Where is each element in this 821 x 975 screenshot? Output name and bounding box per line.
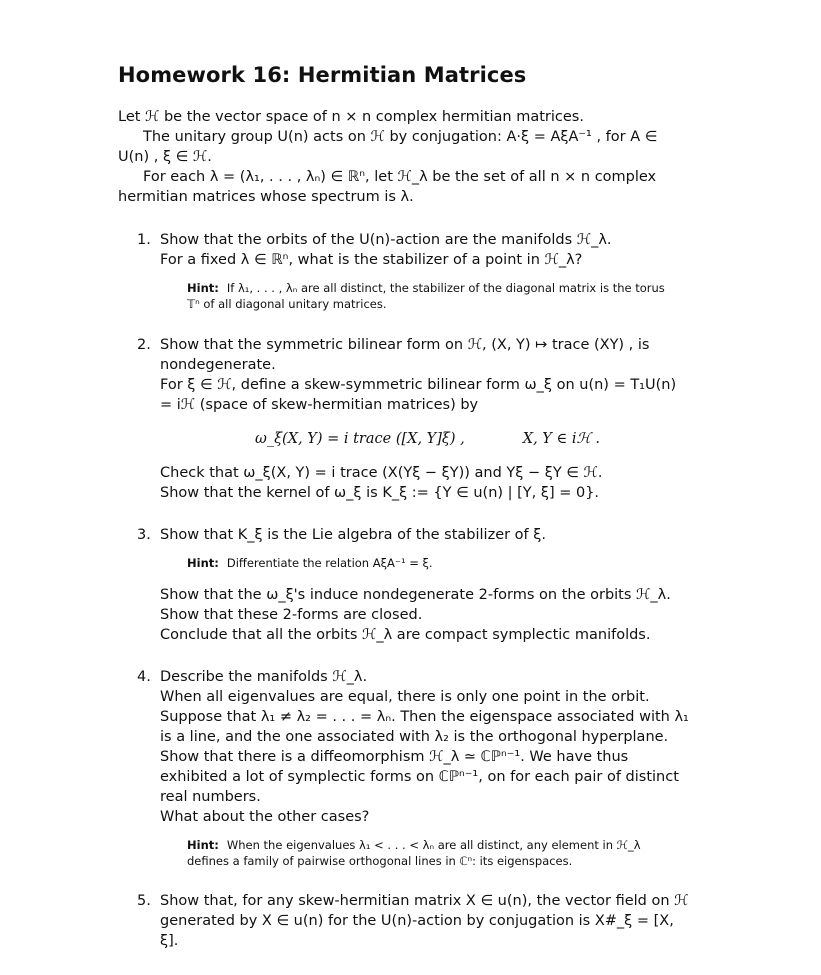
exercise-4 (137, 667, 692, 869)
exercise-number: 1. (137, 232, 151, 248)
exercise-3 (137, 525, 692, 645)
hint-box (187, 280, 672, 312)
exercise-number: 5. (137, 893, 151, 909)
exercise-line: Show that, for any skew-hermitian matrix X ∈ u(n), the vector field on ℋ generated by X ∈ u(n) for the U(n)-action by conjugation is X#_ξ = [X, ξ]. (160, 893, 689, 949)
hint-text: When the eigenvalues λ₁ < . . . < λₙ are all distinct, any element in ℋ_λ defines a family of pairwise orthogonal lines in ℂⁿ: its eigenspaces. (187, 838, 641, 868)
hint-text: Differentiate the relation AξA⁻¹ = ξ. (226, 556, 433, 570)
exercise-number: 3. (137, 527, 151, 543)
intro-paragraph-2: The unitary group U(n) acts on ℋ by conjugation: A·ξ = AξA⁻¹ , for A ∈ U(n) , ξ ∈ ℋ. (118, 129, 658, 165)
exercise-line: Show that the ω_ξ's induce nondegenerate 2-forms on the orbits ℋ_λ. (160, 587, 671, 603)
exercise-line: Describe the manifolds ℋ_λ. (160, 669, 368, 685)
exercise-1 (137, 230, 692, 312)
intro-section (118, 107, 690, 207)
exercise-number: 2. (137, 337, 151, 353)
exercise-line: For ξ ∈ ℋ, define a skew-symmetric bilinear form ω_ξ on u(n) = T₁U(n) = iℋ (space of skew-hermitian matrices) by (160, 377, 677, 413)
exercise-5 (137, 891, 692, 951)
hint-label: Hint: (187, 838, 219, 852)
exercise-line: When all eigenvalues are equal, there is only one point in the orbit. (160, 689, 650, 705)
hint-box (187, 837, 672, 869)
equation-right: X, Y ∈ iℋ . (522, 431, 601, 447)
exercise-line: Show that K_ξ is the Lie algebra of the stabilizer of ξ. (160, 527, 546, 543)
exercise-line: Show that these 2-forms are closed. (160, 607, 423, 623)
exercise-list (137, 230, 692, 951)
exercise-line: Conclude that all the orbits ℋ_λ are compact symplectic manifolds. (160, 627, 651, 643)
page-title: Homework 16: Hermitian Matrices (118, 63, 527, 87)
display-equation (160, 429, 692, 449)
exercise-line: Show that the kernel of ω_ξ is K_ξ := {Y ∈ u(n) | [Y, ξ] = 0}. (160, 485, 600, 501)
exercise-line: For a fixed λ ∈ ℝⁿ, what is the stabilizer of a point in ℋ_λ? (160, 252, 583, 268)
equation-left: ω_ξ(X, Y) = i trace ([X, Y]ξ) , (255, 431, 465, 447)
intro-paragraph-1: Let ℋ be the vector space of n × n complex hermitian matrices. (118, 109, 584, 125)
exercise-line: Show that the symmetric bilinear form on ℋ, (X, Y) ↦ trace (XY) , is nondegenerate. (160, 337, 650, 373)
exercise-2 (137, 335, 692, 503)
intro-paragraph-3: For each λ = (λ₁, . . . , λₙ) ∈ ℝⁿ, let ℋ_λ be the set of all n × n complex hermitian matrices whose spectrum is λ. (118, 169, 657, 205)
exercise-line: Show that the orbits of the U(n)-action are the manifolds ℋ_λ. (160, 232, 612, 248)
exercise-line: Suppose that λ₁ ≠ λ₂ = . . . = λₙ. Then the eigenspace associated with λ₁ is a line, and the one associated with λ₂ is the orthogonal hyperplane. Show that there is a diffeomorphism ℋ_λ ≃ ℂℙⁿ⁻¹. We have thus exhibited a lot of symplectic forms on ℂℙⁿ⁻¹, on for each pair of distinct real numbers. (160, 709, 689, 805)
exercise-line: What about the other cases? (160, 809, 370, 825)
hint-text: If λ₁, . . . , λₙ are all distinct, the stabilizer of the diagonal matrix is the torus 𝕋ⁿ of all diagonal unitary matrices. (187, 281, 665, 311)
hint-label: Hint: (187, 556, 219, 570)
hint-label: Hint: (187, 281, 219, 295)
exercise-line: Check that ω_ξ(X, Y) = i trace (X(Yξ − ξY)) and Yξ − ξY ∈ ℋ. (160, 465, 603, 481)
hint-box (187, 555, 672, 571)
exercise-number: 4. (137, 669, 151, 685)
